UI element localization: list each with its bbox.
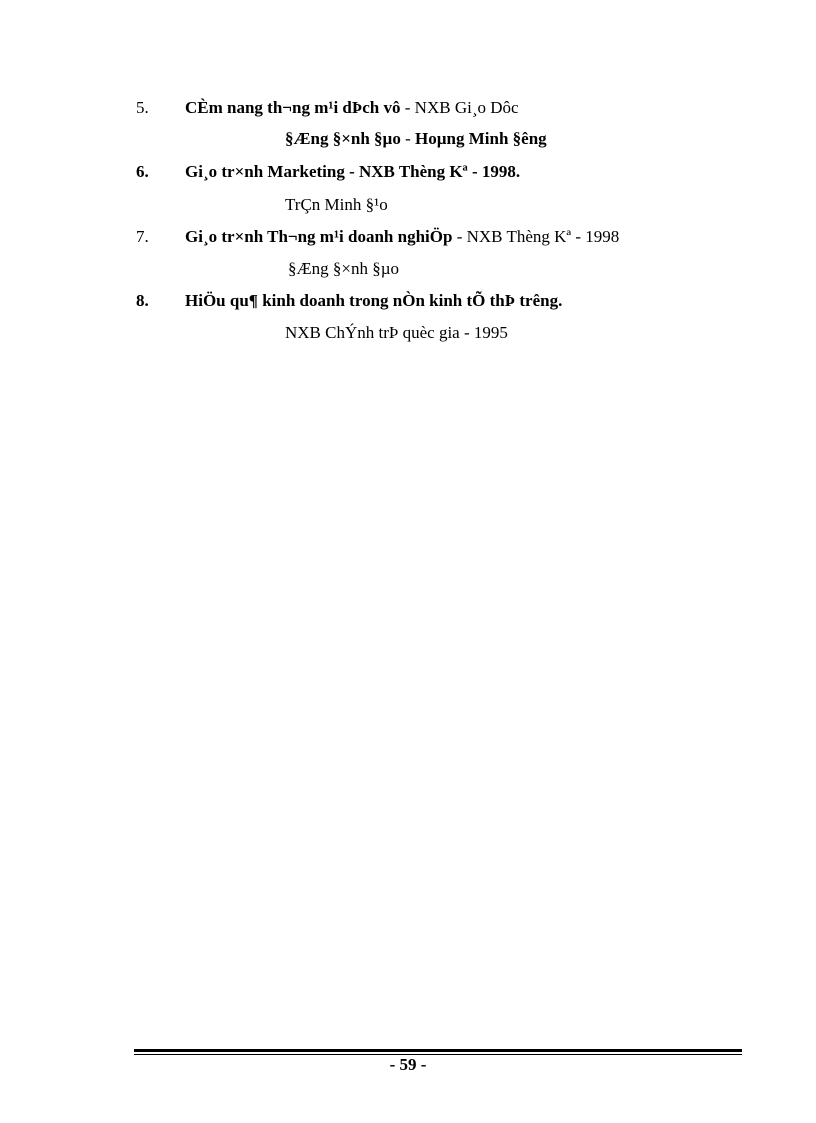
- ref-6-title: Gi¸o tr×nh Marketing: [185, 162, 345, 181]
- ref-5-author-1: §Æng §×nh §µo: [285, 129, 401, 148]
- ref-7-publisher: - NXB Thèng Kª - 1998: [452, 227, 620, 246]
- ref-7-number: 7.: [136, 227, 149, 246]
- ref-5-author-separator: -: [400, 129, 416, 148]
- ref-6-entry: [185, 162, 520, 182]
- ref-8-title: HiÖu qu¶ kinh doanh trong nÒn kinh tÕ thÞ trêng.: [185, 291, 563, 310]
- ref-6-authors: TrÇn Minh §¹o: [285, 195, 388, 214]
- ref-7-authors: §Æng §×nh §µo: [288, 259, 399, 278]
- ref-6-number: 6.: [136, 162, 149, 181]
- ref-5-entry: [185, 98, 519, 118]
- ref-5-author-2: Hoµng Minh §êng: [415, 129, 547, 148]
- ref-8-publisher: NXB ChÝnh trÞ quèc gia - 1995: [285, 323, 508, 342]
- ref-5-publisher: - NXB Gi¸o Dôc: [400, 98, 519, 117]
- page-number: - 59 -: [389, 1055, 427, 1074]
- ref-5-number: 5.: [136, 98, 149, 117]
- ref-7-title: Gi¸o tr×nh Th¬ng m¹i doanh nghiÖp: [185, 227, 453, 246]
- ref-6-publisher: - NXB Thèng Kª - 1998.: [344, 162, 521, 181]
- ref-7-entry: [185, 227, 619, 247]
- ref-5-authors: [285, 129, 547, 149]
- ref-5-title: CÈm nang th¬ng m¹i dÞch vô: [185, 98, 401, 117]
- ref-8-number: 8.: [136, 291, 149, 310]
